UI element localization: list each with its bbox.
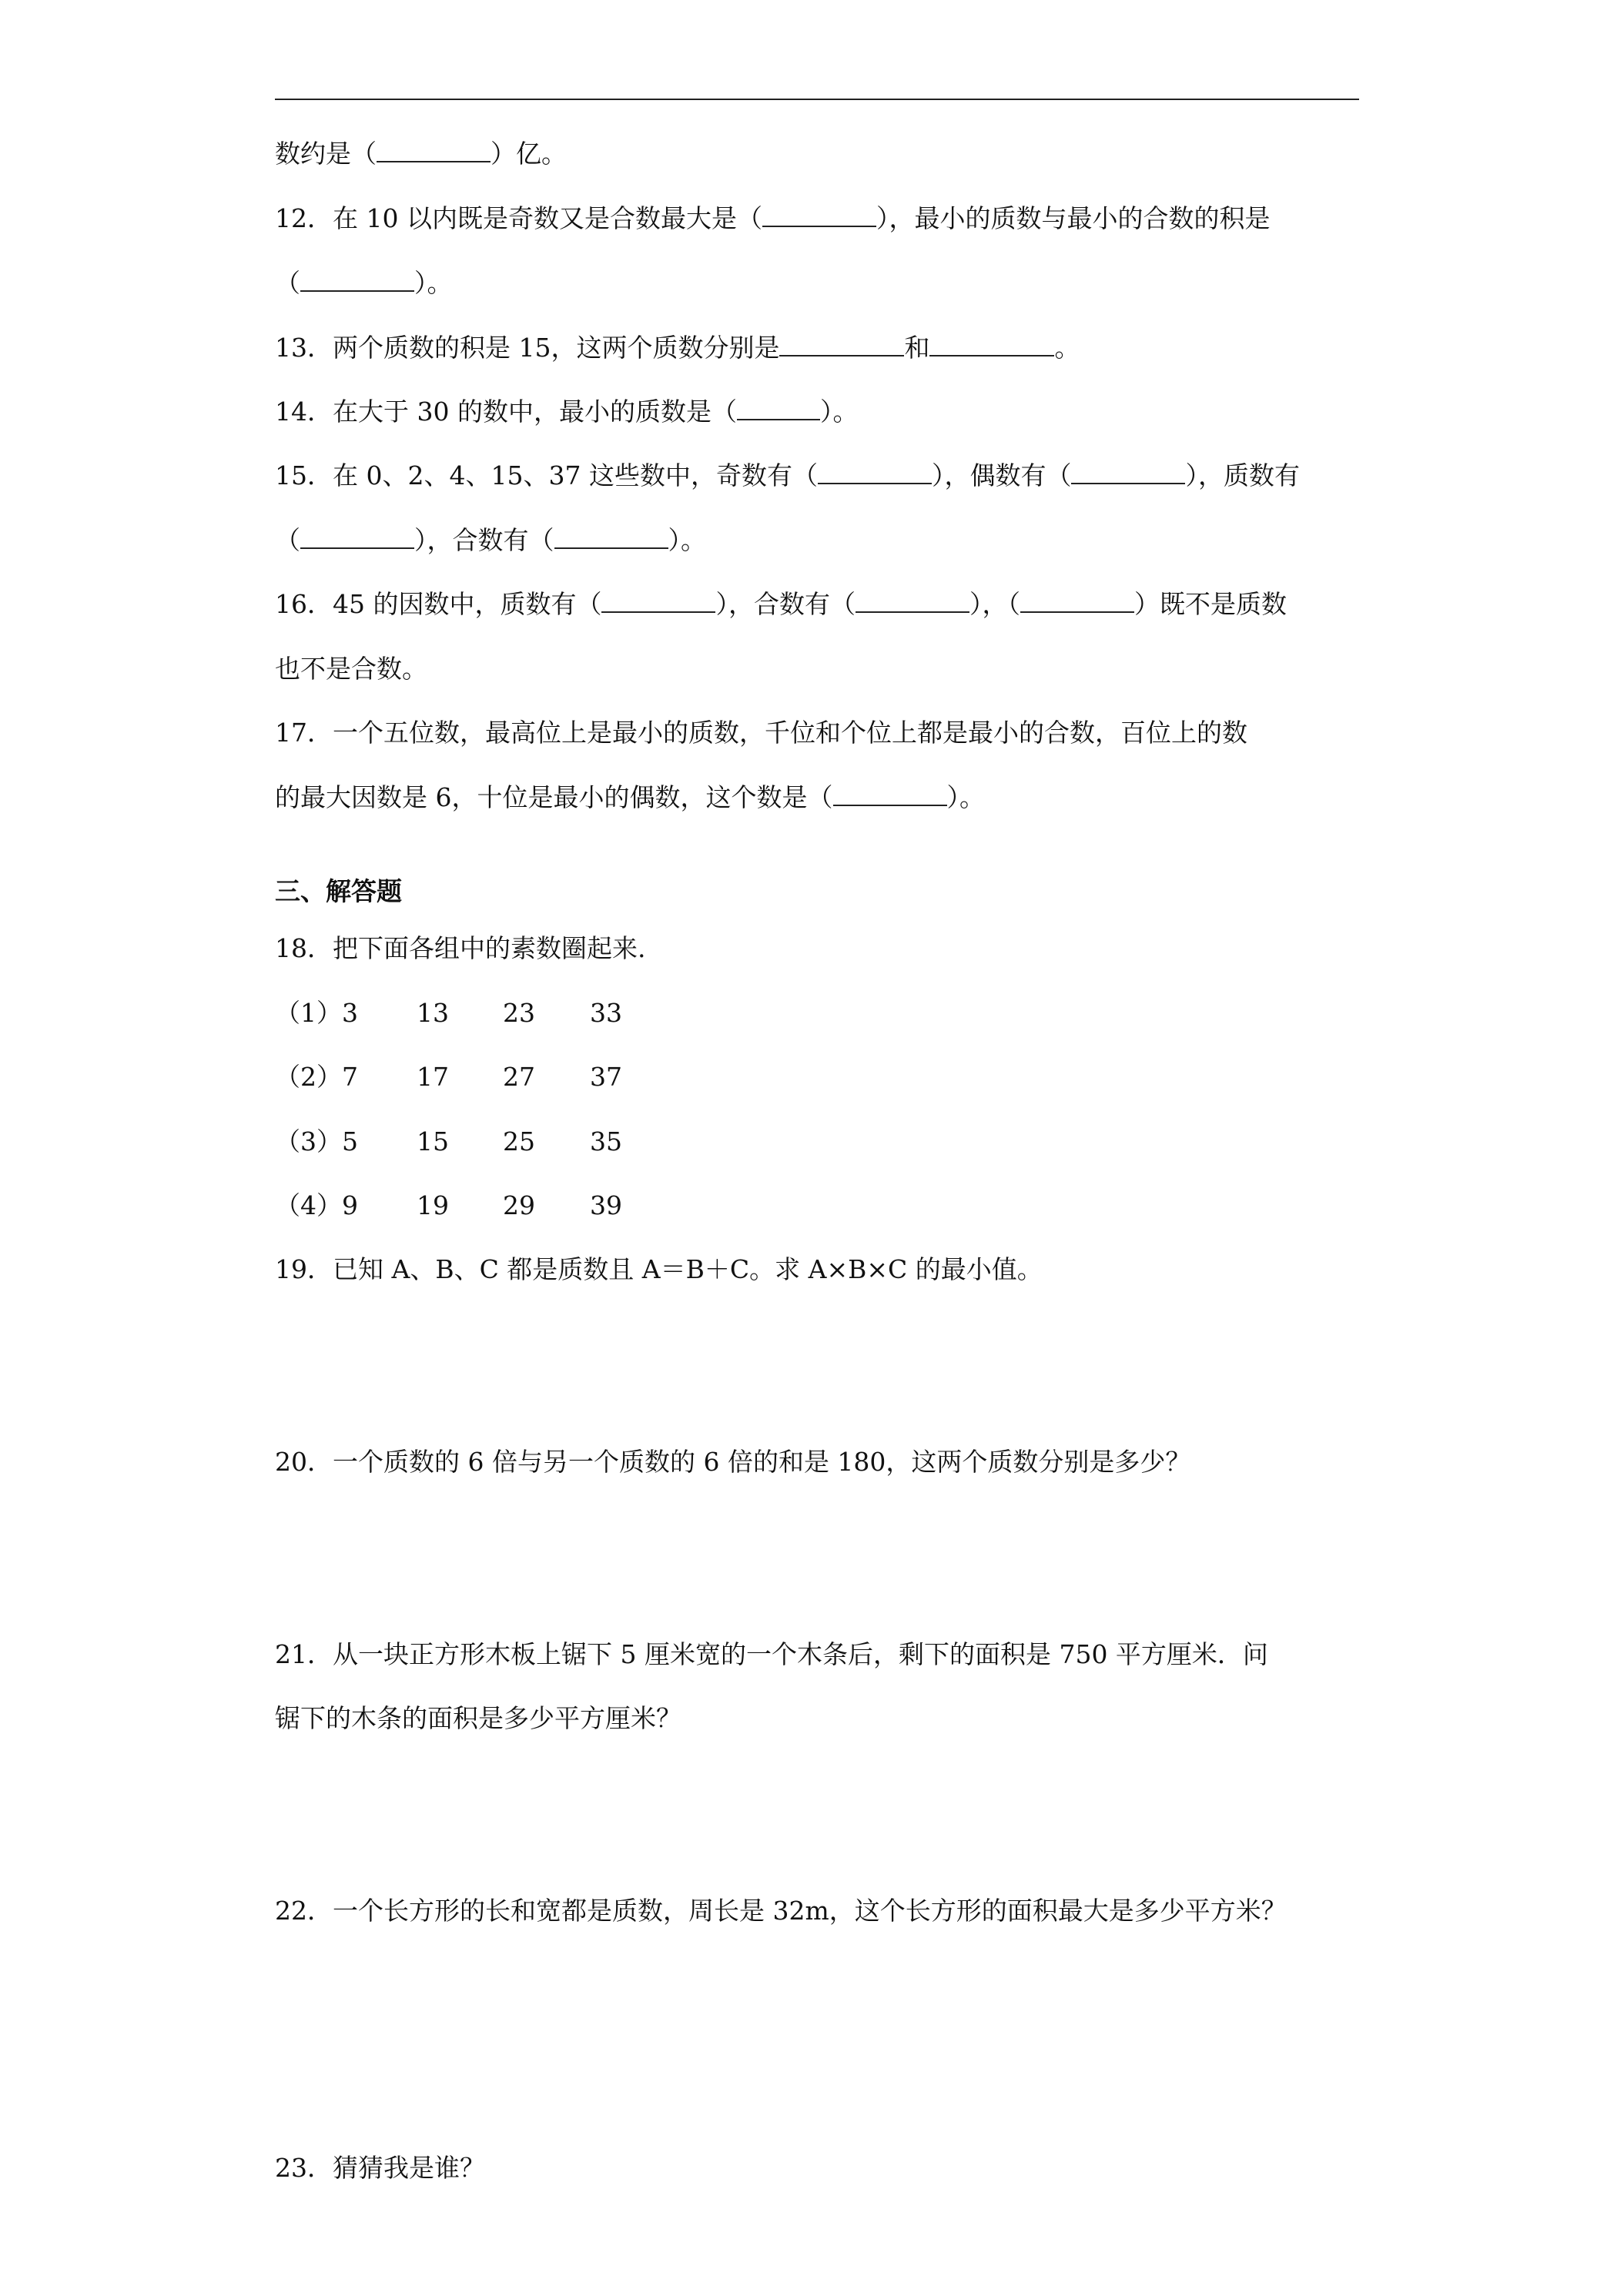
group-number[interactable]: 33: [590, 998, 622, 1028]
text: 12．在 10 以内既是奇数又是合数最大是（: [275, 203, 762, 233]
question-21: 21．从一块正方形木板上锯下 5 厘米宽的一个木条后，剩下的面积是 750 平方厘米．问: [275, 1639, 1268, 1669]
text: 16．45 的因数中，质数有（: [275, 589, 602, 619]
question-20: 20．一个质数的 6 倍与另一个质数的 6 倍的和是 180，这两个质数分别是多少？: [275, 1447, 1191, 1477]
text: 。: [1054, 333, 1080, 363]
section-heading: 三、解答题: [275, 876, 402, 906]
group-number[interactable]: 39: [590, 1190, 622, 1220]
answer-blank[interactable]: [737, 396, 820, 420]
question-16: [275, 587, 1287, 621]
header-rule: [275, 99, 1359, 100]
text: ），最小的质数与最小的合数的积是: [876, 203, 1271, 233]
question-21-continuation: 锯下的木条的面积是多少平方厘米？: [275, 1703, 681, 1733]
question-12-continuation: [275, 266, 453, 300]
group-number[interactable]: 15: [417, 1126, 449, 1156]
question-17-continuation: [275, 781, 985, 815]
text: （: [275, 268, 300, 298]
group-number[interactable]: 27: [503, 1062, 535, 1092]
question-18: 18．把下面各组中的素数圈起来.: [275, 933, 646, 963]
answer-blank[interactable]: [1071, 460, 1185, 484]
text: 13．两个质数的积是 15，这两个质数分别是: [275, 333, 780, 363]
question-16-continuation: 也不是合数。: [275, 654, 427, 684]
text: ）。: [668, 525, 706, 555]
group-number[interactable]: 29: [503, 1190, 535, 1220]
answer-blank[interactable]: [377, 138, 491, 162]
group-label: （3）5: [275, 1126, 358, 1156]
answer-blank[interactable]: [779, 332, 904, 356]
text: 15．在 0、2、4、15、37 这些数中，奇数有（: [275, 460, 818, 490]
group-number[interactable]: 37: [590, 1062, 622, 1092]
question-11-continuation: [275, 137, 567, 171]
text: ），合数有（: [414, 525, 554, 555]
question-17: 17．一个五位数，最高位上是最小的质数，千位和个位上都是最小的合数，百位上的数: [275, 718, 1247, 748]
answer-blank[interactable]: [1020, 588, 1134, 613]
group-label: （1）3: [275, 998, 358, 1028]
text: ）。: [819, 397, 859, 427]
text: ）亿。: [491, 139, 567, 169]
answer-blank[interactable]: [762, 202, 876, 227]
answer-blank[interactable]: [929, 332, 1054, 356]
group-number[interactable]: 17: [417, 1062, 449, 1092]
answer-blank[interactable]: [856, 588, 969, 613]
group-number[interactable]: 19: [417, 1190, 449, 1220]
text: 14．在大于 30 的数中，最小的质数是（: [275, 397, 737, 427]
text: 的最大因数是 6，十位是最小的偶数，这个数是（: [275, 782, 833, 812]
text: ），偶数有（: [931, 460, 1072, 490]
group-label: （4）9: [275, 1190, 358, 1220]
question-13: [275, 331, 1080, 365]
group-number[interactable]: 35: [590, 1126, 622, 1156]
question-12: [275, 202, 1270, 236]
text: 数约是（: [275, 139, 377, 169]
question-15: [275, 459, 1300, 493]
text: ）。: [414, 268, 453, 298]
text: ），（: [969, 589, 1020, 619]
group-number[interactable]: 23: [503, 998, 535, 1028]
answer-blank[interactable]: [554, 524, 668, 549]
group-number[interactable]: 25: [503, 1126, 535, 1156]
text: ），合数有（: [715, 589, 856, 619]
answer-blank[interactable]: [300, 524, 414, 549]
text: ），质数有: [1185, 460, 1300, 490]
text: （: [275, 525, 300, 555]
question-15-continuation: [275, 524, 706, 557]
answer-blank[interactable]: [818, 460, 932, 484]
text: ）。: [946, 782, 985, 812]
question-19: 19．已知 A、B、C 都是质数且 A＝B＋C。求 A×B×C 的最小值。: [275, 1254, 1043, 1284]
answer-blank[interactable]: [300, 267, 414, 292]
group-label: （2）7: [275, 1062, 358, 1092]
question-22: 22．一个长方形的长和宽都是质数，周长是 32m，这个长方形的面积最大是多少平方米？: [275, 1896, 1287, 1926]
question-23: 23．猜猜我是谁？: [275, 2153, 485, 2183]
text: 和: [904, 333, 930, 363]
question-14: [275, 395, 858, 429]
answer-blank[interactable]: [601, 588, 715, 613]
group-number[interactable]: 13: [417, 998, 449, 1028]
text: ）既不是质数: [1133, 589, 1287, 619]
answer-blank[interactable]: [833, 782, 947, 806]
